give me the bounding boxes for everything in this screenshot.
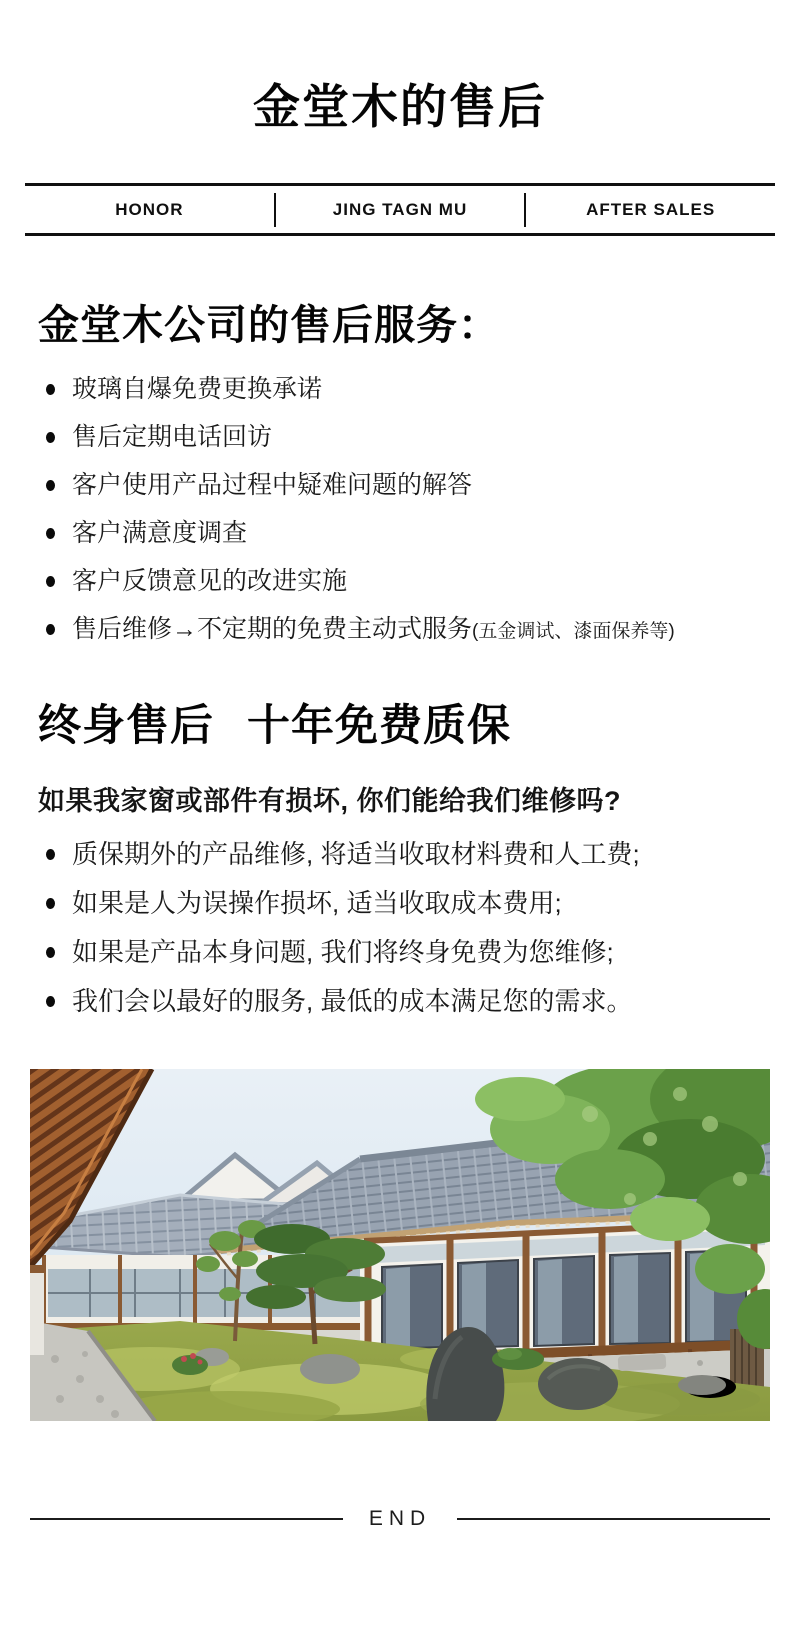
bullet-text: 质保期外的产品维修, 将适当收取材料费和人工费; [72,839,640,869]
bullet-note: (五金调试、漆面保养等) [472,621,675,642]
list-item [38,938,770,966]
section1-bullet-list [0,375,800,646]
list-item [38,423,770,451]
bullet-text: 售后维修→不定期的免费主动式服务 [72,615,473,643]
bullet-dot [46,849,55,860]
list-item [38,987,770,1015]
courtyard-photo-svg [30,1069,770,1421]
bullet-text: 客户反馈意见的改进实施 [72,567,348,595]
section2-question: 如果我家窗或部件有损坏, 你们能给我们维修吗? [38,786,621,816]
list-item [38,567,770,595]
bullet-dot [46,480,55,491]
footer [30,1507,770,1531]
page-title: 金堂木的售后 [253,80,547,133]
bullet-dot [46,432,55,443]
footer-rule-right [457,1518,770,1520]
banner [25,183,775,236]
banner-item-brand: JING TAGN MU [332,199,468,219]
banner-item-after-sales: AFTER SALES [586,199,716,219]
bullet-dot [46,576,55,587]
bullet-dot [46,528,55,539]
list-item [38,519,770,547]
courtyard-photo [30,1069,770,1421]
bullet-text: 我们会以最好的服务, 最低的成本满足您的需求。 [72,986,633,1016]
bullet-text: 客户使用产品过程中疑难问题的解答 [72,471,473,499]
bullet-dot [46,947,55,958]
section2-bullet-list [0,840,800,1015]
list-item [38,615,770,646]
bullet-text: 客户满意度调查 [72,519,248,547]
bullet-dot [46,996,55,1007]
bullet-text: 如果是产品本身问题, 我们将终身免费为您维修; [72,937,614,967]
section2-heading: 终身售后 十年免费质保 [38,702,511,750]
bullet-text: 如果是人为误操作损坏, 适当收取成本费用; [72,888,562,918]
bullet-dot [46,898,55,909]
footer-rule-left [30,1518,343,1520]
banner-item-honor: HONOR [115,199,184,219]
bullet-text: 玻璃自爆免费更换承诺 [72,375,323,403]
list-item [38,840,770,868]
footer-end-label: END [368,1507,432,1530]
list-item [38,471,770,499]
section1-heading: 金堂木公司的售后服务： [38,302,500,348]
list-item [38,375,770,403]
list-item [38,889,770,917]
bullet-dot [46,384,55,395]
bullet-text: 售后定期电话回访 [72,423,273,451]
bullet-dot [46,624,55,635]
